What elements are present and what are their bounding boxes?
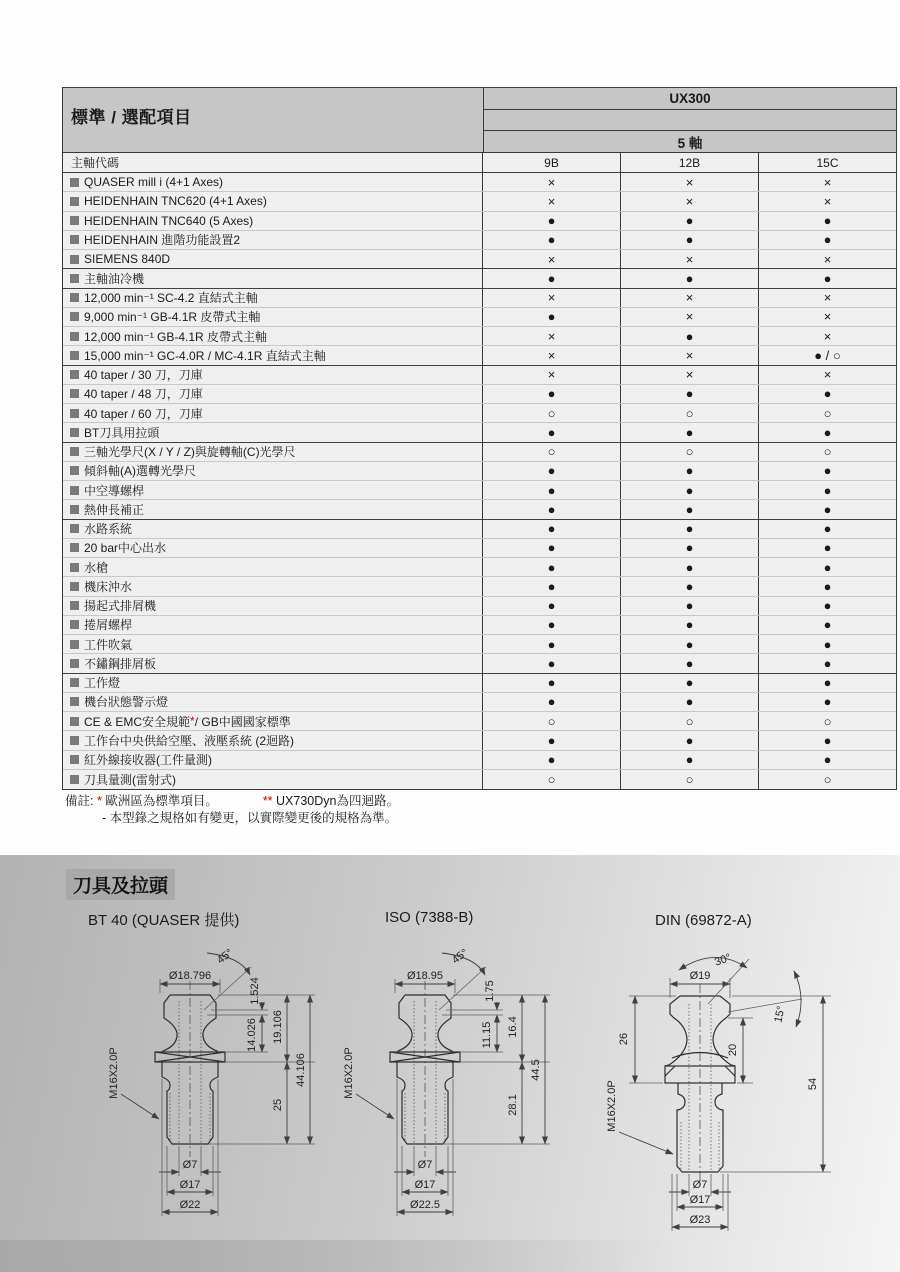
dim-hole: Ø7 — [692, 1179, 708, 1191]
row-label: 水槍 — [63, 558, 482, 576]
square-bullet-icon — [70, 332, 79, 341]
spec-value-cell: ● — [620, 423, 758, 441]
spec-value-cell: ● — [758, 616, 896, 634]
square-bullet-icon — [70, 678, 79, 687]
table-row — [63, 269, 896, 288]
drawing-title-bt40: BT 40 (QUASER 提供) — [88, 912, 240, 929]
spec-value-cell: ○ — [482, 443, 620, 461]
spec-value-cell: ● — [620, 539, 758, 557]
spec-rows — [63, 173, 896, 789]
spec-value-cell: ● — [482, 500, 620, 518]
spindle-code-row — [63, 153, 896, 173]
dim-outer: Ø23 — [689, 1214, 711, 1226]
row-label: BT刀具用拉頭 — [63, 423, 482, 441]
table-row — [63, 289, 896, 308]
square-bullet-icon — [70, 255, 79, 264]
dim-head: 14.026 — [246, 1018, 258, 1052]
square-bullet-icon — [70, 620, 79, 629]
table-row — [63, 231, 896, 250]
square-bullet-icon — [70, 659, 79, 668]
square-bullet-icon — [70, 447, 79, 456]
row-label: 工作台中央供給空壓、液壓系統 (2迴路) — [63, 731, 482, 749]
spec-value-cell: × — [620, 250, 758, 268]
table-row — [63, 751, 896, 770]
model-name: UX300 — [484, 88, 896, 110]
column-header-15c: 15C — [758, 153, 896, 172]
spec-value-cell: ● — [482, 558, 620, 576]
table-row — [63, 423, 896, 442]
row-label: 40 taper / 60 刀，刀庫 — [63, 404, 482, 422]
row-label: 機台狀態警示燈 — [63, 693, 482, 711]
square-bullet-icon — [70, 312, 79, 321]
spec-value-cell: × — [758, 250, 896, 268]
square-bullet-icon — [70, 351, 79, 360]
iso-pull-stud-drawing — [290, 923, 570, 1239]
spec-value-cell: ● — [620, 731, 758, 749]
dim-left: 26 — [618, 1032, 630, 1046]
spec-value-cell: ● — [482, 231, 620, 249]
spec-value-cell: ● — [482, 635, 620, 653]
dim-total: 44.106 — [295, 1053, 307, 1087]
row-label: 刀具量測(雷射式) — [63, 770, 482, 789]
spec-value-cell: ● / ○ — [758, 346, 896, 364]
table-row — [63, 346, 896, 365]
spec-value-cell: ● — [482, 385, 620, 403]
spec-value-cell: ○ — [482, 404, 620, 422]
row-label: SIEMENS 840D — [63, 250, 482, 268]
spec-value-cell: ● — [620, 520, 758, 538]
spec-value-cell: ● — [758, 597, 896, 615]
spec-value-cell: ● — [620, 674, 758, 692]
row-label: 主軸油冷機 — [63, 269, 482, 287]
spec-value-cell: ● — [482, 597, 620, 615]
table-row — [63, 635, 896, 654]
table-row — [63, 674, 896, 693]
spec-value-cell: ○ — [482, 712, 620, 730]
spec-value-cell: ○ — [620, 770, 758, 789]
spec-value-cell: ● — [758, 577, 896, 595]
spec-table — [62, 87, 897, 790]
table-row — [63, 462, 896, 481]
table-row — [63, 654, 896, 673]
page-title: 標準 / 選配項目 — [71, 108, 192, 127]
spec-value-cell: ● — [758, 539, 896, 557]
spec-value-cell: ● — [620, 500, 758, 518]
spec-value-cell: ● — [482, 577, 620, 595]
row-label: 三軸光學尺(X / Y / Z)與旋轉軸(C)光學尺 — [63, 443, 482, 461]
spec-value-cell: ● — [758, 674, 896, 692]
row-label: HEIDENHAIN 進階功能設置2 — [63, 231, 482, 249]
row-label: 12,000 min⁻¹ GB-4.1R 皮帶式主軸 — [63, 327, 482, 345]
table-row — [63, 577, 896, 596]
spec-value-cell: ● — [620, 327, 758, 345]
square-bullet-icon — [70, 697, 79, 706]
footnote-text-1: 歐洲區為標準項目。 — [105, 794, 218, 808]
dim-upper: 16.4 — [507, 1016, 519, 1038]
row-label: 40 taper / 30 刀，刀庫 — [63, 366, 482, 384]
spec-value-cell: ● — [620, 751, 758, 769]
square-bullet-icon — [70, 409, 79, 418]
spec-value-cell: ● — [758, 212, 896, 230]
dim-outer: Ø22.5 — [410, 1199, 440, 1211]
spec-value-cell: ● — [620, 616, 758, 634]
dim-upper: 19.106 — [272, 1010, 284, 1044]
row-label: 機床沖水 — [63, 577, 482, 595]
square-bullet-icon — [70, 216, 79, 225]
spec-value-cell: × — [620, 192, 758, 210]
spec-value-cell: ● — [620, 385, 758, 403]
row-label: 揚起式排屑機 — [63, 597, 482, 615]
table-row — [63, 597, 896, 616]
spec-value-cell: ○ — [758, 712, 896, 730]
spec-value-cell: ● — [758, 231, 896, 249]
dim-hole: Ø7 — [182, 1159, 198, 1171]
row-label: 工件吹氣 — [63, 635, 482, 653]
table-row — [63, 558, 896, 577]
spec-value-cell: ● — [482, 674, 620, 692]
spec-value-cell: ● — [620, 212, 758, 230]
footnote-prefix: 備註: — [65, 794, 94, 808]
table-row — [63, 616, 896, 635]
spec-value-cell: ● — [758, 481, 896, 499]
spec-value-cell: × — [758, 173, 896, 191]
spec-value-cell: ○ — [758, 770, 896, 789]
spec-value-cell: ● — [482, 693, 620, 711]
table-row — [63, 520, 896, 539]
column-header-12b: 12B — [620, 153, 758, 172]
spec-value-cell: ● — [620, 269, 758, 287]
spindle-code-label: 主軸代碼 — [71, 156, 120, 170]
row-label: 15,000 min⁻¹ GC-4.0R / MC-4.1R 直結式主軸 — [63, 346, 482, 364]
spec-value-cell: ● — [482, 269, 620, 287]
spec-value-cell: × — [758, 192, 896, 210]
spec-value-cell: ○ — [620, 712, 758, 730]
spec-value-cell: ○ — [620, 404, 758, 422]
spec-value-cell: × — [758, 308, 896, 326]
row-label: HEIDENHAIN TNC640 (5 Axes) — [63, 212, 482, 230]
dim-angle-2: 15° — [772, 1004, 788, 1024]
dim-angle: 30° — [713, 951, 733, 969]
drawing-title-iso: ISO (7388-B) — [385, 909, 474, 926]
spec-value-cell: ● — [620, 481, 758, 499]
spec-value-cell: ● — [758, 423, 896, 441]
dim-thread: M16X2.0P — [108, 1047, 120, 1099]
square-bullet-icon — [70, 466, 79, 475]
spec-value-cell: × — [482, 366, 620, 384]
spec-value-cell: ● — [482, 751, 620, 769]
spec-value-cell: ● — [482, 423, 620, 441]
drawing-title-din: DIN (69872-A) — [655, 912, 752, 929]
row-label: 紅外線接收器(工件量測) — [63, 751, 482, 769]
spec-value-cell: ● — [758, 385, 896, 403]
dim-minor: Ø17 — [414, 1179, 436, 1191]
table-row — [63, 539, 896, 558]
table-row — [63, 212, 896, 231]
spec-value-cell: ● — [758, 558, 896, 576]
square-bullet-icon — [70, 389, 79, 398]
spec-value-cell: × — [482, 173, 620, 191]
dim-land: 1.524 — [249, 977, 261, 1005]
spec-value-cell: × — [758, 327, 896, 345]
spec-value-cell: ● — [758, 269, 896, 287]
square-bullet-icon — [70, 775, 79, 784]
spec-value-cell: × — [482, 192, 620, 210]
spec-value-cell: ● — [758, 520, 896, 538]
table-row — [63, 250, 896, 269]
spec-value-cell: ● — [482, 462, 620, 480]
row-label: 12,000 min⁻¹ SC-4.2 直結式主軸 — [63, 289, 482, 307]
spec-value-cell: × — [758, 289, 896, 307]
row-label: 工作燈 — [63, 674, 482, 692]
square-bullet-icon — [70, 486, 79, 495]
model-header — [483, 88, 896, 152]
spec-value-cell: × — [620, 366, 758, 384]
row-label: 水路系統 — [63, 520, 482, 538]
dim-total: 44.5 — [530, 1059, 542, 1081]
spec-value-cell: × — [620, 289, 758, 307]
table-row — [63, 327, 896, 346]
spec-value-cell: ● — [758, 693, 896, 711]
spec-value-cell: ● — [620, 577, 758, 595]
square-bullet-icon — [70, 197, 79, 206]
dim-head: 11.15 — [481, 1021, 493, 1049]
din-pull-stud-drawing — [575, 908, 855, 1253]
spec-value-cell: × — [482, 327, 620, 345]
spec-value-cell: ● — [482, 539, 620, 557]
row-label: QUASER mill i (4+1 Axes) — [63, 173, 482, 191]
square-bullet-icon — [70, 505, 79, 514]
dim-outer: Ø22 — [179, 1199, 201, 1211]
footnote-line-2: - 本型錄之規格如有變更，以實際變更後的規格為準。 — [102, 811, 398, 825]
table-row — [63, 173, 896, 192]
row-label: 9,000 min⁻¹ GB-4.1R 皮帶式主軸 — [63, 308, 482, 326]
dim-top-diameter: Ø18.796 — [168, 970, 212, 982]
square-bullet-icon — [70, 601, 79, 610]
spec-value-cell: × — [620, 173, 758, 191]
dim-minor: Ø17 — [179, 1179, 201, 1191]
table-row — [63, 385, 896, 404]
tooling-section-title: 刀具及拉頭 — [66, 869, 175, 900]
spec-value-cell: ● — [482, 654, 620, 672]
spec-value-cell: × — [758, 366, 896, 384]
table-row — [63, 712, 896, 731]
table-row — [63, 693, 896, 712]
table-row — [63, 443, 896, 462]
table-row — [63, 192, 896, 211]
square-bullet-icon — [70, 370, 79, 379]
square-bullet-icon — [70, 755, 79, 764]
table-row — [63, 770, 896, 789]
square-bullet-icon — [70, 293, 79, 302]
spec-table-header — [63, 88, 896, 153]
axis-band: 5 軸 — [677, 135, 703, 151]
dim-mid: 20 — [727, 1043, 739, 1057]
dim-total: 54 — [807, 1077, 819, 1091]
spec-value-cell: ● — [758, 731, 896, 749]
square-bullet-icon — [70, 428, 79, 437]
spec-value-cell: ○ — [758, 404, 896, 422]
square-bullet-icon — [70, 717, 79, 726]
spec-value-cell: ● — [620, 693, 758, 711]
footnotes — [65, 793, 399, 827]
spec-value-cell: ● — [620, 231, 758, 249]
square-bullet-icon — [70, 543, 79, 552]
row-label: 20 bar中心出水 — [63, 539, 482, 557]
spec-value-cell: ● — [482, 616, 620, 634]
table-row — [63, 366, 896, 385]
dim-hole: Ø7 — [417, 1159, 433, 1171]
spec-value-cell: ○ — [482, 770, 620, 789]
row-label: 中空導螺桿 — [63, 481, 482, 499]
row-label: 捲屑螺桿 — [63, 616, 482, 634]
table-row — [63, 308, 896, 327]
dim-shank: 25 — [272, 1098, 284, 1112]
spec-value-cell: ● — [482, 308, 620, 326]
dim-top-diameter: Ø19 — [689, 970, 711, 982]
spec-value-cell: ● — [482, 481, 620, 499]
footnote-star-1: * — [96, 794, 102, 808]
model-spacer-band — [484, 110, 896, 132]
spec-value-cell: ● — [482, 212, 620, 230]
spec-value-cell: ● — [620, 635, 758, 653]
spec-value-cell: ○ — [758, 443, 896, 461]
dim-thread: M16X2.0P — [343, 1047, 355, 1099]
table-row — [63, 404, 896, 423]
square-bullet-icon — [70, 274, 79, 283]
spec-value-cell: ● — [620, 462, 758, 480]
dim-minor: Ø17 — [689, 1194, 711, 1206]
spec-value-cell: ● — [620, 597, 758, 615]
square-bullet-icon — [70, 235, 79, 244]
row-label: 40 taper / 48 刀，刀庫 — [63, 385, 482, 403]
row-label: 熱伸長補正 — [63, 500, 482, 518]
square-bullet-icon — [70, 524, 79, 533]
dim-land: 1.75 — [484, 980, 496, 1002]
column-header-9b: 9B — [482, 153, 620, 172]
row-label: HEIDENHAIN TNC620 (4+1 Axes) — [63, 192, 482, 210]
row-label: CE & EMC安全規範 * / GB中國國家標準 — [63, 712, 482, 730]
table-row — [63, 481, 896, 500]
square-bullet-icon — [70, 736, 79, 745]
spec-value-cell: ○ — [620, 443, 758, 461]
spec-value-cell: ● — [758, 751, 896, 769]
spec-value-cell: × — [620, 308, 758, 326]
spec-value-cell: × — [482, 289, 620, 307]
spec-value-cell: ● — [758, 500, 896, 518]
spec-value-cell: × — [482, 250, 620, 268]
spec-value-cell: ● — [482, 731, 620, 749]
dim-shank: 28.1 — [507, 1094, 519, 1116]
spec-value-cell: × — [620, 346, 758, 364]
dim-angle: 45° — [214, 946, 236, 967]
spec-value-cell: ● — [620, 654, 758, 672]
spec-value-cell: ● — [482, 520, 620, 538]
table-row — [63, 500, 896, 519]
spec-value-cell: ● — [620, 558, 758, 576]
row-label: 不鏽鋼排屑板 — [63, 654, 482, 672]
square-bullet-icon — [70, 582, 79, 591]
spec-value-cell: × — [482, 346, 620, 364]
spec-value-cell: ● — [758, 462, 896, 480]
square-bullet-icon — [70, 640, 79, 649]
footnote-star-2: ** — [262, 794, 273, 808]
footnote-line-1 — [65, 793, 399, 810]
table-row — [63, 731, 896, 750]
spec-value-cell: ● — [758, 635, 896, 653]
spec-value-cell: ● — [758, 654, 896, 672]
dim-angle: 45° — [449, 946, 471, 967]
dim-thread: M16X2.0P — [606, 1080, 618, 1132]
footnote-text-2: UX730Dyn為四迴路。 — [276, 794, 399, 808]
dim-top-diameter: Ø18.95 — [406, 970, 444, 982]
square-bullet-icon — [70, 178, 79, 187]
square-bullet-icon — [70, 563, 79, 572]
row-label: 傾斜軸(A)選轉光學尺 — [63, 462, 482, 480]
